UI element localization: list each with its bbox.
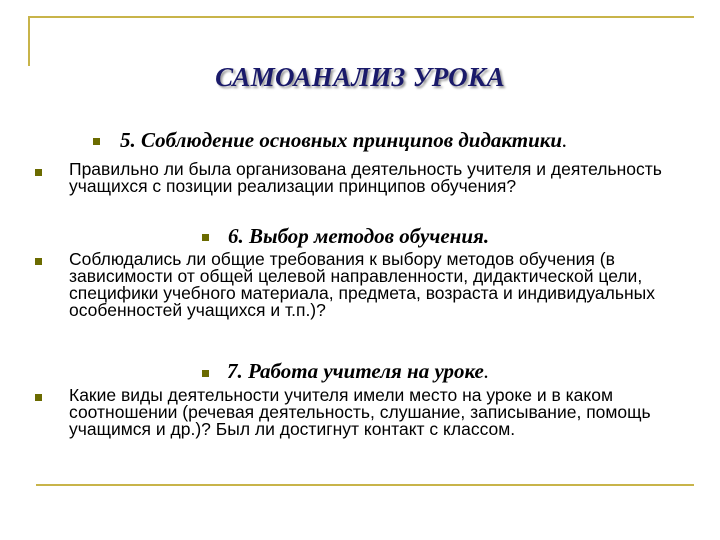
bullet-icon <box>35 258 42 265</box>
frame-left-line <box>28 16 30 66</box>
bullet-icon <box>93 138 100 145</box>
section-heading-6: 6. Выбор методов обучения. <box>228 224 490 248</box>
bullet-icon <box>35 169 42 176</box>
section-heading-5: 5. Соблюдение основных принципов дидактики. <box>120 128 568 152</box>
section-heading-7: 7. Работа учителя на уроке. <box>227 359 490 383</box>
section-question-7: Какие виды деятельности учителя имели место на уроке и в каком соотношении (речевая деятельность, слушание, записывание, помощь учащимся и др.)? Был ли достигнут контакт с классом. <box>69 385 651 439</box>
bullet-icon <box>35 394 42 401</box>
section-question-5: Правильно ли была организована деятельность учителя и деятельность учащихся с позиции реализации принципов обучения? <box>69 159 662 196</box>
bullet-icon <box>202 234 209 241</box>
bullet-icon <box>202 370 209 377</box>
page-title: САМОАНАЛИЗ УРОКА <box>215 62 505 92</box>
frame-top-line <box>28 16 694 18</box>
bottom-divider <box>36 484 694 486</box>
section-question-6: Соблюдались ли общие требования к выбору методов обучения (в зависимости от общей целевой направленности, дидактической цели, специфики учебного материала, предмета, возраста и индивидуальных особенностей учащихся и т.п.)? <box>69 249 655 320</box>
